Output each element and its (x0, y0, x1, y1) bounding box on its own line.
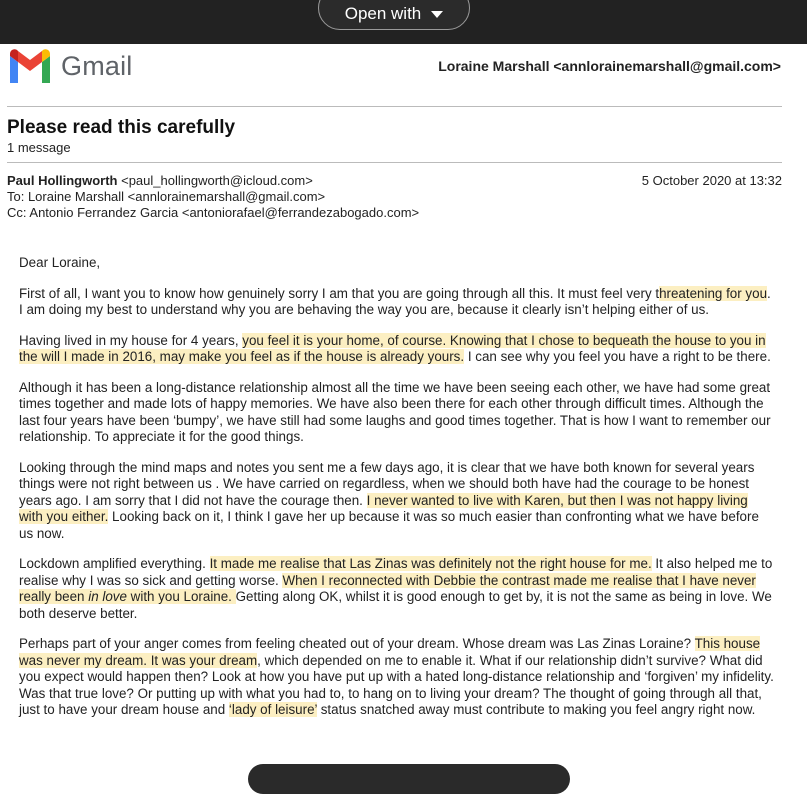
highlighted-text: hreatening for you (659, 285, 768, 301)
highlighted-text: in love (88, 589, 127, 604)
viewer-bottom-toolbar[interactable] (248, 764, 570, 794)
highlighted-text: I never wanted to live with Karen, but then I was not happy living with you either. (19, 492, 748, 524)
text-run: Perhaps part of your anger comes from feeling cheated out of your dream. Whose dream was Las Zinas Loraine? (19, 636, 695, 651)
open-with-label: Open with (344, 4, 422, 23)
paragraph (19, 636, 774, 719)
account-label: Loraine Marshall <annlorainemarshall@gmail.com> (438, 58, 781, 74)
paragraph (19, 380, 774, 446)
viewer-top-bar (0, 0, 807, 44)
text-run: I can see why you feel you have a right to be there. (464, 349, 771, 364)
message-header (7, 173, 419, 221)
text-run: It also helped me to realise why I was so sick and getting worse. (19, 556, 773, 588)
paragraph (19, 460, 774, 543)
text-run: First of all, I want you to know how genuinely sorry I am that you are going through all this. It must feel very t (19, 285, 660, 301)
message-body (19, 255, 774, 733)
text-run: Looking through the mind maps and notes you sent me a few days ago, it is clear that we have both known for several years things were not right between us . We have carried on regardless, when we should both have had the courage to be honest years ago. I am sorry that I did not have the courage then. (19, 459, 755, 508)
open-with-button[interactable] (318, 0, 470, 30)
divider (7, 106, 782, 107)
message-count: 1 message (7, 140, 71, 155)
gmail-logo (7, 49, 133, 83)
gmail-wordmark: Gmail (61, 50, 133, 81)
divider (7, 162, 782, 163)
greeting: Dear Loraine, (19, 255, 101, 270)
highlighted-text: with you Loraine. (126, 589, 236, 604)
highlighted-text: This house was never my dream. It was your dream (19, 636, 761, 668)
text-run: status snatched away must contribute to making you feel angry right now. (317, 702, 756, 717)
cc-line: Cc: Antonio Ferrandez Garcia <antoniorafael@ferrandezabogado.com> (7, 205, 420, 220)
gmail-m-icon (7, 49, 53, 83)
sender-name: Paul Hollingworth (7, 173, 118, 188)
text-run: Although it has been a long-distance relationship almost all the time we have been seeing each other, we have had some great times together and made lots of happy memories. We have also been there for each other through difficult times. Although the last four years have been ‘bumpy’, we have still had some laughs and good times together. That is how I want to remember our relationship. To appreciate it for the good things. (19, 379, 771, 444)
caret-down-icon (431, 11, 443, 18)
message-date: 5 October 2020 at 13:32 (641, 173, 782, 188)
text-run: Getting along OK, whilst it is good enough to get by, it is not the same as being in love. We both deserve better. (19, 589, 772, 621)
text-run: Lockdown amplified everything. (19, 556, 210, 571)
text-run: Having lived in my house for 4 years, (19, 332, 243, 348)
highlighted-text: you feel it is your home, of course. Knowing that I chose to bequeath the house to you in the will I made in 2016, may make you feel as if the house is already yours. (19, 332, 766, 364)
text-run: . I am doing my best to understand why you are behaving the way you are, because it clearly isn’t helping either of us. (19, 285, 771, 317)
sender-email: <paul_hollingworth@icloud.com> (117, 173, 313, 188)
highlighted-text: When I reconnected with Debbie the contrast made me realise that I have never really been (19, 572, 756, 604)
text-run: Looking back on it, I think I gave her up because it was so much easier than confronting what we have before us now. (19, 509, 759, 541)
thread-subject: Please read this carefully (7, 117, 236, 138)
text-run: , which depended on me to enable it. What if our relationship didn’t survive? What did you expect would happen then? Look at how you have put up with a hated long-distance relationship and ‘forgiven’ my infidelity. Was that true love? Or putting up with what you had to, to hang on to living your dream? The thought of going through all that, just to have your dream house and (19, 652, 774, 717)
paragraph (19, 286, 774, 319)
to-line: To: Loraine Marshall <annlorainemarshall@gmail.com> (7, 189, 326, 204)
highlighted-text: It made me realise that Las Zinas was definitely not the right house for me. (209, 556, 652, 571)
highlighted-text: ‘lady of leisure’ (228, 702, 317, 717)
paragraph (19, 333, 774, 366)
from-line (7, 173, 419, 189)
paragraph (19, 556, 774, 622)
